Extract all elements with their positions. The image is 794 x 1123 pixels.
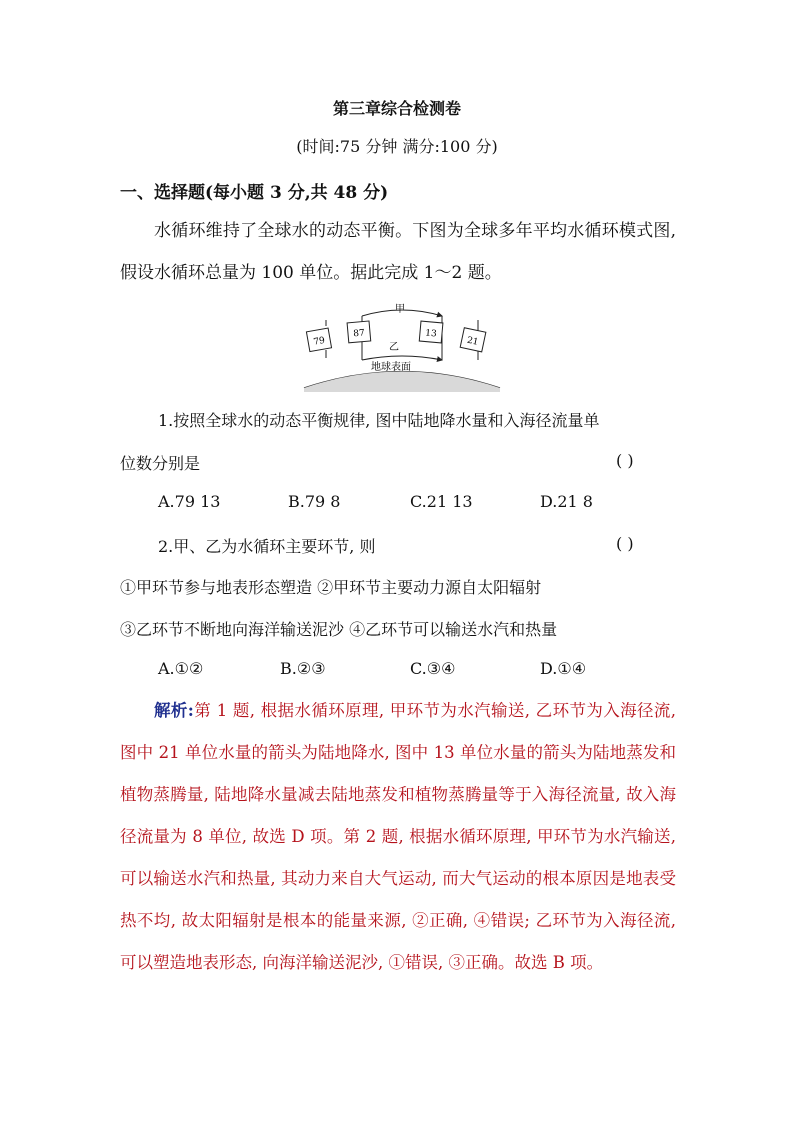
q1-option-c: C.21 13: [410, 492, 473, 511]
ground-label: 地球表面: [371, 362, 411, 373]
box-21: [460, 328, 486, 352]
q1-stem-line1: 1.按照全球水的动态平衡规律, 图中陆地降水量和入海径流量单: [158, 411, 600, 430]
q1-option-d: D.21 8: [540, 492, 593, 511]
exam-time-score: (时间:75 分钟 满分:100 分): [296, 137, 498, 156]
q1-option-b: B.79 8: [288, 492, 341, 511]
yi-arrow: [362, 356, 442, 360]
box-79: [306, 328, 331, 352]
q1-option-a: A.79 13: [158, 492, 221, 511]
q2-stem: 2.甲、乙为水循环主要环节, 则: [158, 537, 376, 556]
label-jia: 甲: [395, 304, 405, 315]
box-value: 87: [352, 328, 366, 340]
analysis-block: [120, 690, 676, 984]
q2-statements-line2: ③乙环节不断地向海洋输送泥沙 ④乙环节可以输送水汽和热量: [120, 620, 558, 639]
q1-stem-line2: 位数分别是: [120, 454, 201, 473]
box-13: [419, 321, 443, 343]
label-yi: 乙: [389, 342, 399, 353]
analysis-text: 第 1 题, 根据水循环原理, 甲环节为水汽输送, 乙环节为入海径流, 图中 21 单位水量的箭头为陆地降水, 图中 13 单位水量的箭头为陆地蒸发和植物蒸腾量, 陆地降水量减去陆地蒸发和植物蒸腾量等于入海径流量, 故入海径流量为 8 单位, 故选 D 项。第 2 题, 根据水循环原理, 甲环节为水汽输送, 可以输送水汽和热量, 其动力来自大气运动, 而大气运动的根本原因是地表受热不均, 故太阳辐射是根本的能量来源, ②正确, ④错误; 乙环节为入海径流, 可以塑造地表形态, 向海洋输送泥沙, ①错误, ③正确。故选 B 项。: [120, 701, 677, 972]
water-cycle-diagram: [296, 300, 508, 392]
q2-option-a: A.①②: [158, 659, 204, 678]
box-87: [347, 321, 371, 343]
q1-answer-blank: ( ): [616, 451, 634, 470]
q2-answer-blank: ( ): [616, 534, 634, 553]
analysis-label: 解析:: [154, 701, 194, 720]
q2-option-d: D.①④: [540, 659, 587, 678]
page-title: 第三章综合检测卷: [332, 99, 461, 118]
q2-option-c: C.③④: [410, 659, 456, 678]
section-heading: 一、选择题(每小题 3 分,共 48 分): [120, 183, 389, 203]
box-value: 13: [424, 328, 438, 340]
intro-paragraph: 水循环维持了全球水的动态平衡。下图为全球多年平均水循环模式图,假设水循环总量为 100 单位。据此完成 1～2 题。: [120, 221, 676, 283]
q2-option-b: B.②③: [280, 659, 326, 678]
box-value: 79: [312, 335, 326, 348]
box-value: 21: [465, 335, 480, 348]
q2-statements-line1: ①甲环节参与地表形态塑造 ②甲环节主要动力源自太阳辐射: [120, 578, 542, 597]
